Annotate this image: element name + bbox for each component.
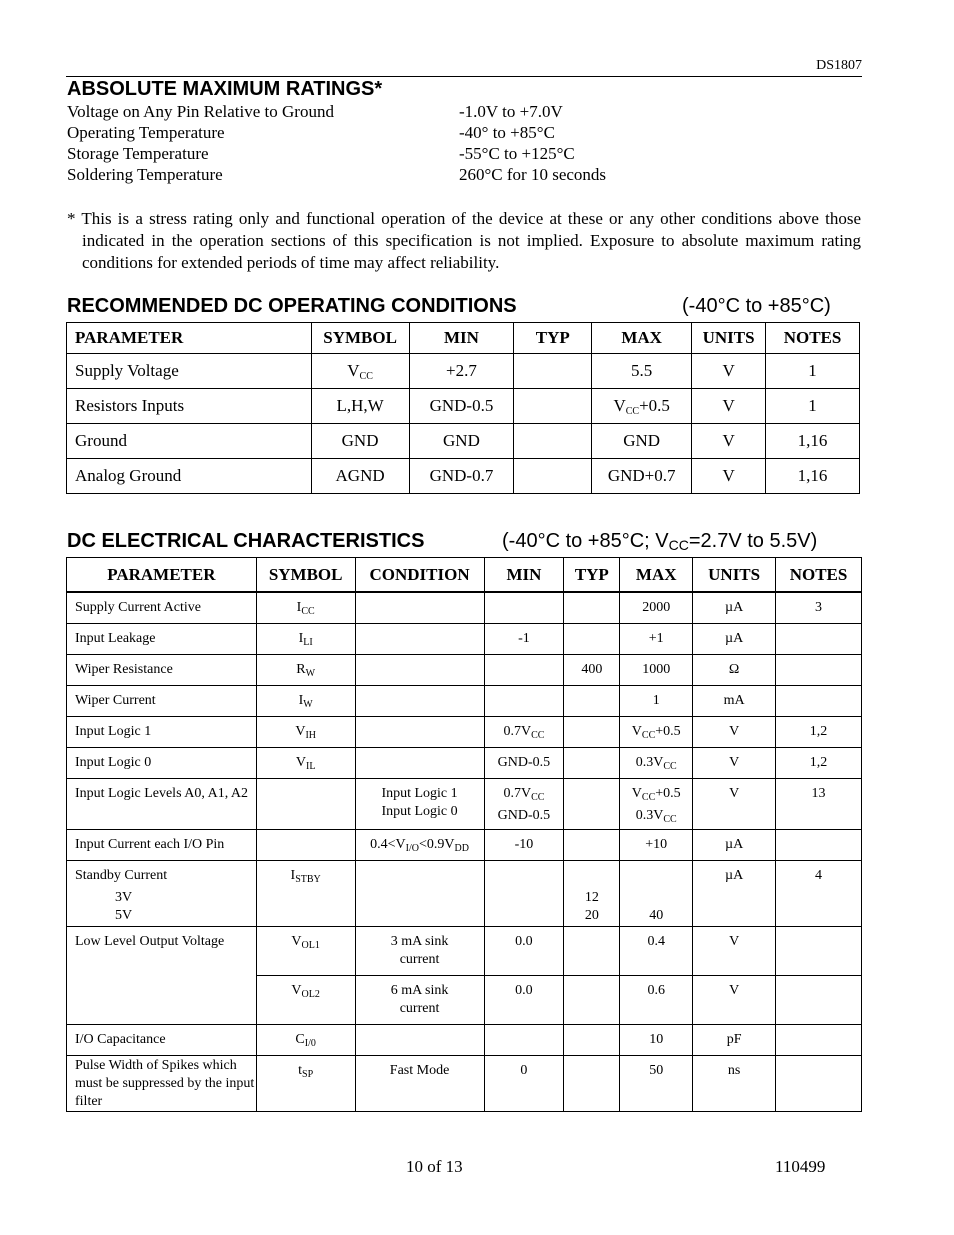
notes-cell: 13	[776, 778, 862, 829]
min-cell: GND	[409, 424, 514, 459]
table-row	[67, 829, 862, 860]
max-cell: $V_{CC}+0.5$	[620, 716, 693, 747]
condition-cell	[355, 747, 484, 778]
symbol-cell: $t_{SP}$	[256, 1055, 355, 1111]
symbol-cell: $C_{I/0}$	[256, 1024, 355, 1055]
max-cell: 5.5	[592, 354, 692, 389]
col-header: TYP	[514, 323, 592, 354]
max-cell: +1	[620, 623, 693, 654]
typ-cell	[564, 778, 620, 829]
typ-cell	[564, 1024, 620, 1055]
param-cell: I/O Capacitance	[67, 1024, 257, 1055]
max-cell: $V_{CC}+0.5$ $0.3V_{CC}$	[620, 778, 693, 829]
col-header: SYMBOL	[256, 558, 355, 593]
amr-row	[67, 102, 767, 122]
typ-cell	[564, 975, 620, 1024]
condition-cell	[355, 654, 484, 685]
rdc-temp-range: (-40°C to +85°C)	[682, 295, 831, 317]
max-cell: 2000	[620, 592, 693, 623]
col-header: MIN	[484, 558, 564, 593]
notes-cell	[776, 1024, 862, 1055]
param-cell: Input Logic 0	[67, 747, 257, 778]
param-cell: Ground	[67, 424, 312, 459]
units-cell: µA	[693, 860, 776, 926]
min-cell: $0.7V_{CC}$ GND-0.5	[484, 778, 564, 829]
condition-cell	[355, 1024, 484, 1055]
max-cell: 1	[620, 685, 693, 716]
param-cell: Supply Voltage	[67, 354, 312, 389]
notes-cell: 1,16	[766, 424, 860, 459]
typ-cell: 400	[564, 654, 620, 685]
units-cell: V	[692, 354, 766, 389]
condition-cell	[355, 592, 484, 623]
notes-cell	[776, 829, 862, 860]
param-cell: Low Level Output Voltage	[67, 926, 257, 1024]
table-row	[67, 716, 862, 747]
amr-label: Soldering Temperature	[67, 165, 223, 184]
symbol-cell: AGND	[311, 459, 409, 494]
units-cell: V	[693, 975, 776, 1024]
amr-value: -55°C to +125°C	[459, 144, 575, 163]
amr-label: Storage Temperature	[67, 144, 209, 163]
symbol-cell: L,H,W	[311, 389, 409, 424]
notes-cell: 3	[776, 592, 862, 623]
min-cell	[484, 1024, 564, 1055]
min-cell: 0.0	[484, 975, 564, 1024]
units-cell: V	[693, 716, 776, 747]
col-header: UNITS	[693, 558, 776, 593]
min-cell	[484, 654, 564, 685]
condition-cell: $0.4<V_{I/O}<0.9V_{DD}$	[355, 829, 484, 860]
dcc-conditions: (-40°C to +85°C; $V_{CC}=2.7V$ to 5.5V)	[502, 530, 818, 553]
amr-value: -1.0V to +7.0V	[459, 102, 563, 121]
table-row	[67, 459, 860, 494]
header-rule	[66, 76, 862, 77]
param-cell: Resistors Inputs	[67, 389, 312, 424]
col-header: PARAMETER	[67, 558, 257, 593]
amr-row	[67, 165, 767, 185]
units-cell: Ω	[693, 654, 776, 685]
recommended-dc-table	[66, 322, 860, 494]
amr-label: Voltage on Any Pin Relative to Ground	[67, 102, 334, 121]
table-row	[67, 354, 860, 389]
condition-cell	[355, 685, 484, 716]
rdc-title: RECOMMENDED DC OPERATING CONDITIONS	[67, 295, 517, 317]
typ-cell	[564, 592, 620, 623]
condition-cell: 3 mA sink current	[355, 926, 484, 975]
col-header: CONDITION	[355, 558, 484, 593]
amr-row	[67, 123, 767, 143]
col-header: NOTES	[776, 558, 862, 593]
min-cell: $0.7V_{CC}$	[484, 716, 564, 747]
table-row	[67, 1055, 862, 1111]
amr-label: Operating Temperature	[67, 123, 225, 142]
min-cell: -10	[484, 829, 564, 860]
notes-cell: 1,16	[766, 459, 860, 494]
min-cell: +2.7	[409, 354, 514, 389]
symbol-cell: $V_{CC}$	[311, 354, 409, 389]
typ-cell	[514, 459, 592, 494]
amr-row	[67, 144, 767, 164]
max-cell: 50	[620, 1055, 693, 1111]
typ-cell	[514, 389, 592, 424]
table-row	[67, 389, 860, 424]
condition-cell	[355, 716, 484, 747]
symbol-cell	[256, 829, 355, 860]
units-cell: V	[693, 747, 776, 778]
table-row	[67, 424, 860, 459]
units-cell: V	[692, 424, 766, 459]
table-row	[67, 747, 862, 778]
max-cell: +10	[620, 829, 693, 860]
param-cell: Input Current each I/O Pin	[67, 829, 257, 860]
notes-cell: 1	[766, 389, 860, 424]
param-cell: Input Logic Levels A0, A1, A2	[67, 778, 257, 829]
units-cell: V	[693, 926, 776, 975]
symbol-cell: $I_W$	[256, 685, 355, 716]
stress-rating-note: * This is a stress rating only and functional operation of the device at these or any other conditions above those indicated in the operation sections of this specification is not implied. Exposure to absolute maximum rating conditions for extended periods of time may affect reliability.	[67, 209, 861, 272]
min-cell: GND-0.5	[409, 389, 514, 424]
min-cell	[484, 685, 564, 716]
table-header-row	[67, 323, 860, 354]
max-cell: GND+0.7	[592, 459, 692, 494]
param-cell: Pulse Width of Spikes which must be suppressed by the input filter	[67, 1055, 257, 1111]
typ-cell	[564, 829, 620, 860]
typ-cell	[564, 926, 620, 975]
max-cell: 10	[620, 1024, 693, 1055]
units-cell: µA	[693, 623, 776, 654]
dc-characteristics-table	[66, 557, 862, 1112]
units-cell: ns	[693, 1055, 776, 1111]
max-cell: 40	[620, 860, 693, 926]
col-header: MIN	[409, 323, 514, 354]
symbol-cell: GND	[311, 424, 409, 459]
table-row	[67, 926, 862, 975]
document-id: DS1807	[816, 58, 862, 73]
units-cell: mA	[693, 685, 776, 716]
col-header: PARAMETER	[67, 323, 312, 354]
min-cell	[484, 860, 564, 926]
amr-title: ABSOLUTE MAXIMUM RATINGS*	[67, 78, 383, 100]
col-header: NOTES	[766, 323, 860, 354]
symbol-cell: $R_W$	[256, 654, 355, 685]
notes-cell	[776, 623, 862, 654]
condition-cell	[355, 860, 484, 926]
symbol-cell: $V_{IH}$	[256, 716, 355, 747]
condition-cell: Fast Mode	[355, 1055, 484, 1111]
symbol-cell: $V_{IL}$	[256, 747, 355, 778]
param-cell: Wiper Current	[67, 685, 257, 716]
table-row	[67, 1024, 862, 1055]
units-cell: pF	[693, 1024, 776, 1055]
notes-cell: 4	[776, 860, 862, 926]
units-cell: µA	[693, 592, 776, 623]
table-row	[67, 654, 862, 685]
typ-cell	[514, 424, 592, 459]
dcc-title: DC ELECTRICAL CHARACTERISTICS	[67, 530, 425, 552]
notes-cell: 1,2	[776, 716, 862, 747]
page-number: 10 of 13	[406, 1157, 463, 1176]
typ-cell	[514, 354, 592, 389]
col-header: TYP	[564, 558, 620, 593]
col-header: MAX	[592, 323, 692, 354]
condition-cell	[355, 623, 484, 654]
max-cell: $0.3V_{CC}$	[620, 747, 693, 778]
units-cell: V	[693, 778, 776, 829]
document-code: 110499	[775, 1157, 826, 1176]
table-row	[67, 592, 862, 623]
col-header: MAX	[620, 558, 693, 593]
table-row	[67, 685, 862, 716]
symbol-cell: $I_{LI}$	[256, 623, 355, 654]
max-cell: 0.6	[620, 975, 693, 1024]
typ-cell: 12 20	[564, 860, 620, 926]
notes-cell	[776, 685, 862, 716]
symbol-cell: $V_{OL1}$	[256, 926, 355, 975]
notes-cell	[776, 654, 862, 685]
notes-cell: 1,2	[776, 747, 862, 778]
typ-cell	[564, 1055, 620, 1111]
units-cell: V	[692, 389, 766, 424]
typ-cell	[564, 685, 620, 716]
min-cell: -1	[484, 623, 564, 654]
units-cell: V	[692, 459, 766, 494]
min-cell: 0.0	[484, 926, 564, 975]
param-cell: Standby Current 3V 5V	[67, 860, 257, 926]
amr-value: 260°C for 10 seconds	[459, 165, 607, 184]
symbol-cell: $I_{STBY}$	[256, 860, 355, 926]
notes-cell: 1	[766, 354, 860, 389]
table-row	[67, 860, 862, 926]
param-cell: Input Logic 1	[67, 716, 257, 747]
units-cell: µA	[693, 829, 776, 860]
notes-cell	[776, 1055, 862, 1111]
amr-value: -40° to +85°C	[459, 123, 555, 142]
symbol-cell: $V_{OL2}$	[256, 975, 355, 1024]
typ-cell	[564, 716, 620, 747]
table-row	[67, 623, 862, 654]
condition-cell: Input Logic 1 Input Logic 0	[355, 778, 484, 829]
symbol-cell: $I_{CC}$	[256, 592, 355, 623]
param-cell: Supply Current Active	[67, 592, 257, 623]
max-cell: 1000	[620, 654, 693, 685]
max-cell: $V_{CC}+0.5$	[592, 389, 692, 424]
param-cell: Input Leakage	[67, 623, 257, 654]
max-cell: 0.4	[620, 926, 693, 975]
notes-cell	[776, 975, 862, 1024]
param-cell: Wiper Resistance	[67, 654, 257, 685]
table-row	[67, 778, 862, 829]
min-cell: GND-0.5	[484, 747, 564, 778]
symbol-cell	[256, 778, 355, 829]
col-header: UNITS	[692, 323, 766, 354]
table-header-row	[67, 558, 862, 593]
col-header: SYMBOL	[311, 323, 409, 354]
min-cell: 0	[484, 1055, 564, 1111]
typ-cell	[564, 623, 620, 654]
condition-cell: 6 mA sink current	[355, 975, 484, 1024]
param-cell: Analog Ground	[67, 459, 312, 494]
min-cell: GND-0.7	[409, 459, 514, 494]
max-cell: GND	[592, 424, 692, 459]
notes-cell	[776, 926, 862, 975]
min-cell	[484, 592, 564, 623]
typ-cell	[564, 747, 620, 778]
